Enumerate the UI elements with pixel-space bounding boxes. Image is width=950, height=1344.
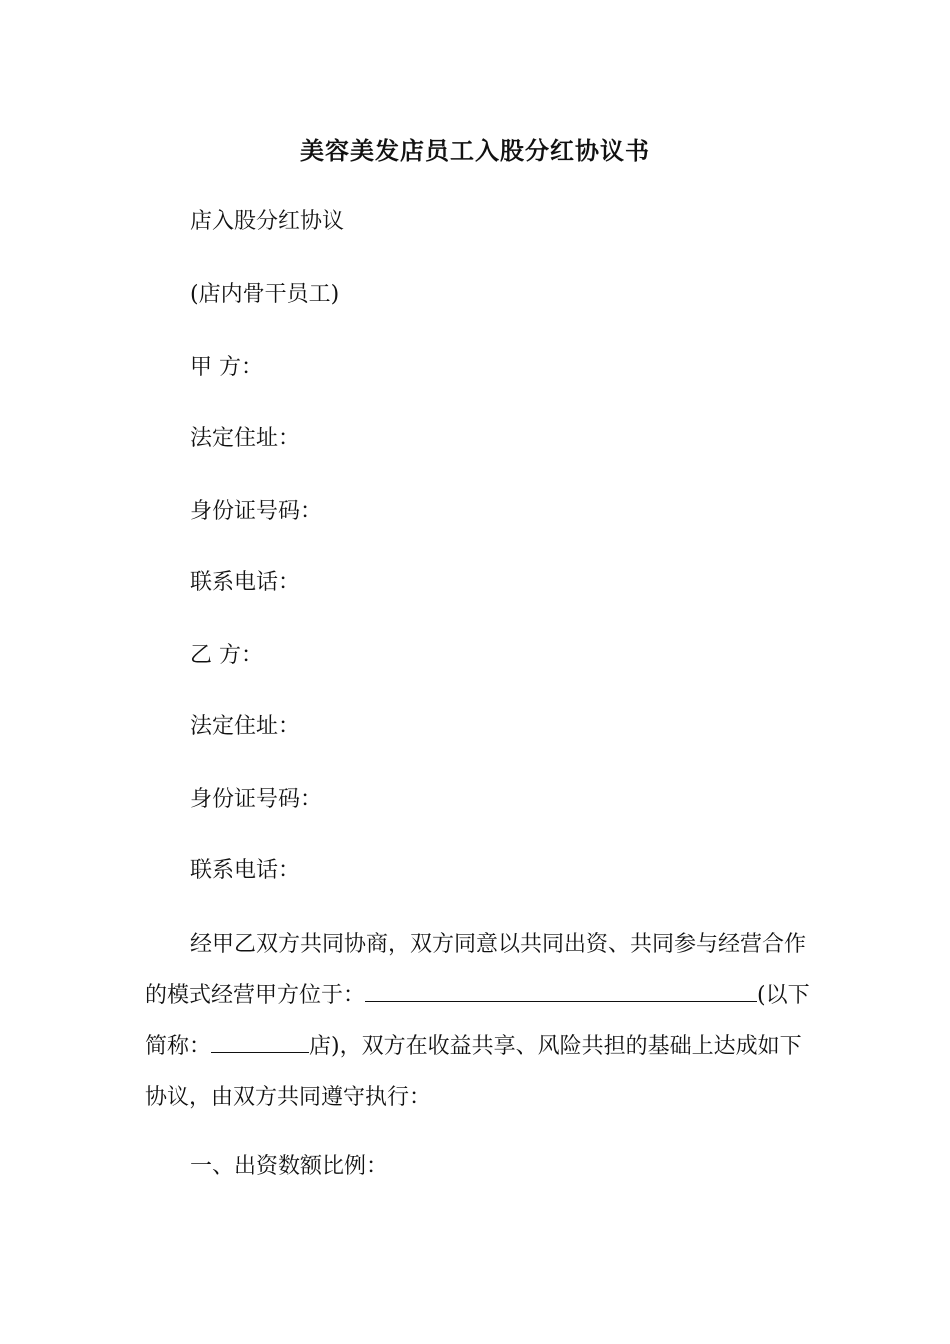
section-heading: 一、出资数额比例： bbox=[190, 1154, 389, 1179]
party-b-address-label: 法定住址： bbox=[190, 714, 301, 739]
party-b-phone-label: 联系电话： bbox=[190, 858, 301, 883]
agreement-paragraph bbox=[145, 919, 810, 1123]
subtitle: 店入股分红协议 bbox=[190, 209, 345, 234]
paragraph-text-part3: 店)，双方在收益共享、风险共担的基础上达成如下协议，由双方共同遵守执行： bbox=[145, 1034, 802, 1110]
paragraph-text-part2: (以下简称： bbox=[145, 983, 810, 1059]
location-blank bbox=[365, 977, 757, 1002]
subtitle-note: (店内骨干员工) bbox=[190, 282, 340, 307]
store-name-blank bbox=[211, 1028, 309, 1053]
party-a-phone-label: 联系电话： bbox=[190, 570, 301, 595]
document-title: 美容美发店员工入股分红协议书 bbox=[300, 136, 650, 165]
party-a-label: 甲 方： bbox=[190, 355, 263, 380]
party-a-id-label: 身份证号码： bbox=[190, 499, 323, 524]
party-a-address-label: 法定住址： bbox=[190, 426, 301, 451]
paragraph-text-part1: 经甲乙双方共同协商，双方同意以共同出资、共同参与经营合作的模式经营甲方位于： bbox=[145, 932, 807, 1008]
party-b-label: 乙 方： bbox=[190, 643, 263, 668]
party-b-id-label: 身份证号码： bbox=[190, 787, 323, 812]
